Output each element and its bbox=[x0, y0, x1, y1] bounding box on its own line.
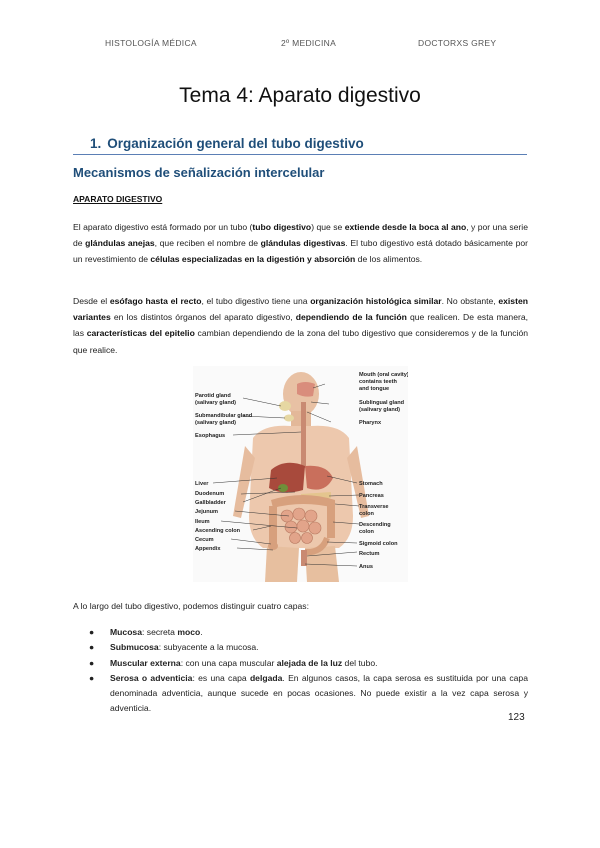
list-item-mucosa bbox=[73, 625, 528, 640]
label-pancreas: Pancreas bbox=[359, 493, 384, 499]
label-pharynx: Pharynx bbox=[359, 420, 382, 426]
subsection-heading: Mecanismos de señalización intercelular bbox=[73, 165, 325, 180]
label-appendix: Appendix bbox=[195, 546, 221, 552]
label-liver: Liver bbox=[195, 481, 209, 487]
label-submandibular-sub: (salivary gland) bbox=[195, 420, 237, 426]
label-transverse: Transverse bbox=[359, 504, 389, 510]
header-author: DOCTORXS GREY bbox=[418, 38, 497, 48]
label-mouth: Mouth (oral cavity) bbox=[359, 372, 408, 378]
label-descending-colon: colon bbox=[359, 529, 374, 535]
label-sigmoid-colon: Sigmoid colon bbox=[359, 541, 398, 547]
header-subject: HISTOLOGÍA MÉDICA bbox=[105, 38, 197, 48]
label-esophagus: Esophagus bbox=[195, 433, 226, 439]
digestive-system-figure bbox=[193, 366, 408, 582]
digestive-system-illustration bbox=[193, 366, 408, 582]
page-title: Tema 4: Aparato digestivo bbox=[179, 84, 421, 107]
list-item-submucosa bbox=[73, 640, 528, 655]
label-sublingual-gland: Sublingual gland bbox=[359, 400, 405, 406]
layers-list bbox=[73, 625, 528, 717]
label-stomach: Stomach bbox=[359, 481, 383, 487]
label-rectum: Rectum bbox=[359, 551, 380, 557]
label-ascending-colon: Ascending colon bbox=[195, 528, 241, 534]
paragraph-organization: Desde el esófago hasta el recto, el tubo digestivo tiene una organización histológica similar. No obstante, existen variantes en los distintos órganos del aparato digestivo, dependiendo de la función que realicen. De esta manera, las características del epitelio cambian dependiendo de la zona del tubo digestivo que consideremos y de la función que realice. bbox=[73, 296, 529, 355]
section-label: Organización general del tubo digestivo bbox=[107, 136, 364, 151]
label-sublingual-sub: (salivary gland) bbox=[359, 407, 401, 413]
bullet-icon: ● bbox=[89, 672, 95, 683]
label-parotid-sub: (salivary gland) bbox=[195, 400, 237, 406]
paragraph-layers-intro: A lo largo del tubo digestivo, podemos distinguir cuatro capas: bbox=[73, 601, 309, 611]
bullet-icon: ● bbox=[89, 627, 95, 637]
label-descending: Descending bbox=[359, 522, 391, 528]
label-parotid-gland: Parotid gland bbox=[195, 393, 231, 399]
list-item-muscular bbox=[73, 656, 528, 671]
bullet-icon: ● bbox=[89, 642, 95, 653]
paragraph-intro: El aparato digestivo está formado por un tubo (tubo digestivo) que se extiende desde la boca al ano, y por una serie de glándulas anejas, que reciben el nombre de glándulas digestivas. El tubo digestivo está dotado básicamente por un revestimiento de células especializadas en la digestión y absorción de los alimentos. bbox=[73, 222, 528, 265]
label-ileum: Ileum bbox=[195, 519, 210, 525]
list-item-text: Mucosa: secreta moco. bbox=[110, 627, 203, 637]
right-labels bbox=[359, 372, 408, 570]
list-item-text: Submucosa: subyacente a la mucosa. bbox=[110, 642, 259, 653]
list-item-text: Serosa o adventicia: es una capa delgada. En algunos casos, la capa serosa es sustituida por una capa denominada adventicia, aunque sucede en pocas ocasiones. No puede existir a la vez capa serosa y adventicia. bbox=[110, 672, 528, 714]
page-number: 123 bbox=[508, 712, 525, 723]
topic-subheading: APARATO DIGESTIVO bbox=[73, 194, 163, 204]
header-course: 2º MEDICINA bbox=[281, 38, 337, 48]
label-transverse-colon: colon bbox=[359, 511, 374, 517]
bullet-icon: ● bbox=[89, 657, 95, 668]
label-submandibular-gland: Submandibular gland bbox=[195, 413, 253, 419]
label-gallbladder: Gallbladder bbox=[195, 500, 226, 506]
label-anus: Anus bbox=[359, 564, 373, 570]
label-mouth-sub1: contains teeth bbox=[359, 379, 397, 385]
label-cecum: Cecum bbox=[195, 537, 214, 543]
label-mouth-sub2: and tongue bbox=[359, 386, 390, 392]
list-item-serosa bbox=[73, 671, 528, 717]
label-duodenum: Duodenum bbox=[195, 491, 225, 497]
list-item-text: Muscular externa: con una capa muscular alejada de la luz del tubo. bbox=[110, 657, 378, 668]
section-number: 1. bbox=[90, 136, 102, 151]
label-jejunum: Jejunum bbox=[195, 509, 219, 515]
section-heading bbox=[73, 136, 527, 155]
